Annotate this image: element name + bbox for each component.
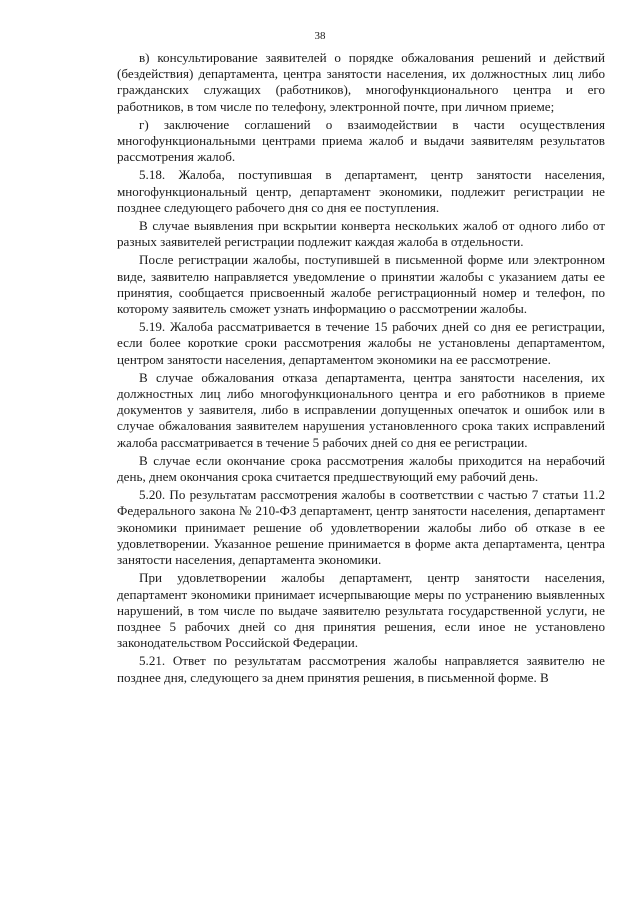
paragraph-5-20: 5.20. По результатам рассмотрения жалобы в соответствии с частью 7 статьи 11.2 Федерального закона № 210-ФЗ департамент, центр занятости населения, департамент экономики принимает решение об удовлетворении жалобы либо об отказе в ее удовлетворении. Указанное решение принимается в форме акта департамента, центра занятости населения, департамента экономики.	[117, 487, 605, 568]
paragraph-5-21: 5.21. Ответ по результатам рассмотрения жалобы направляется заявителю не позднее дня, следующего за днем принятия решения, в письменной форме. В	[117, 653, 605, 685]
paragraph-notification: После регистрации жалобы, поступившей в письменной форме или электронном виде, заявителю направляется уведомление о принятии жалобы с указанием даты ее принятия, сообщается присвоенный жалобе регистрационный номер и телефон, по которому заявитель сможет узнать информацию о рассмотрении жалобы.	[117, 252, 605, 317]
paragraph-agreements: г) заключение соглашений о взаимодействии в части осуществления многофункциональными центрами приема жалоб и выдачи заявителям результатов рассмотрения жалоб.	[117, 116, 605, 165]
paragraph-refusal-appeal: В случае обжалования отказа департамента, центра занятости населения, их должностных лиц либо многофункционального центра и его работников в приеме документов у заявителя, либо в исправлении допущенных опечаток и ошибок или в случае обжалования заявителем нарушения установленного срока таких исправлений жалоба рассматривается в течение 5 рабочих дней со дня ее регистрации.	[117, 369, 605, 450]
page-number: 38	[314, 30, 326, 42]
paragraph-5-18: 5.18. Жалоба, поступившая в департамент, центр занятости населения, многофункциональный центр, департамент экономики, подлежит регистрации не позднее следующего рабочего дня со дня ее поступления.	[117, 167, 605, 215]
paragraph-satisfaction: При удовлетворении жалобы департамент, центр занятости населения, департамент экономики принимает исчерпывающие меры по устранению выявленных нарушений, в том числе по выдаче заявителю результата государственной услуги, не позднее 5 рабочих дней со дня принятия решения, если иное не установлено законодательством Российской Федерации.	[117, 570, 605, 651]
paragraph-multiple-complaints: В случае выявления при вскрытии конверта нескольких жалоб от одного либо от разных заявителей регистрации подлежит каждая жалоба в отдельности.	[117, 218, 605, 250]
paragraph-non-working-day: В случае если окончание срока рассмотрения жалобы приходится на нерабочий день, днем окончания срока считается предшествующий ему рабочий день.	[117, 452, 605, 485]
paragraph-5-19: 5.19. Жалоба рассматривается в течение 15 рабочих дней со дня ее регистрации, если более короткие сроки рассмотрения жалобы не установлены департаментом, центром занятости населения, департаментом экономики на ее рассмотрение.	[117, 319, 605, 367]
paragraph-consulting: в) консультирование заявителей о порядке обжалования решений и действий (бездействия) департамента, центра занятости населения, их должностных лиц либо гражданских служащих (работников), многофункционального центра и его работников, в том числе по телефону, электронной почте, при личном приеме;	[117, 50, 605, 114]
document-body	[117, 50, 605, 688]
